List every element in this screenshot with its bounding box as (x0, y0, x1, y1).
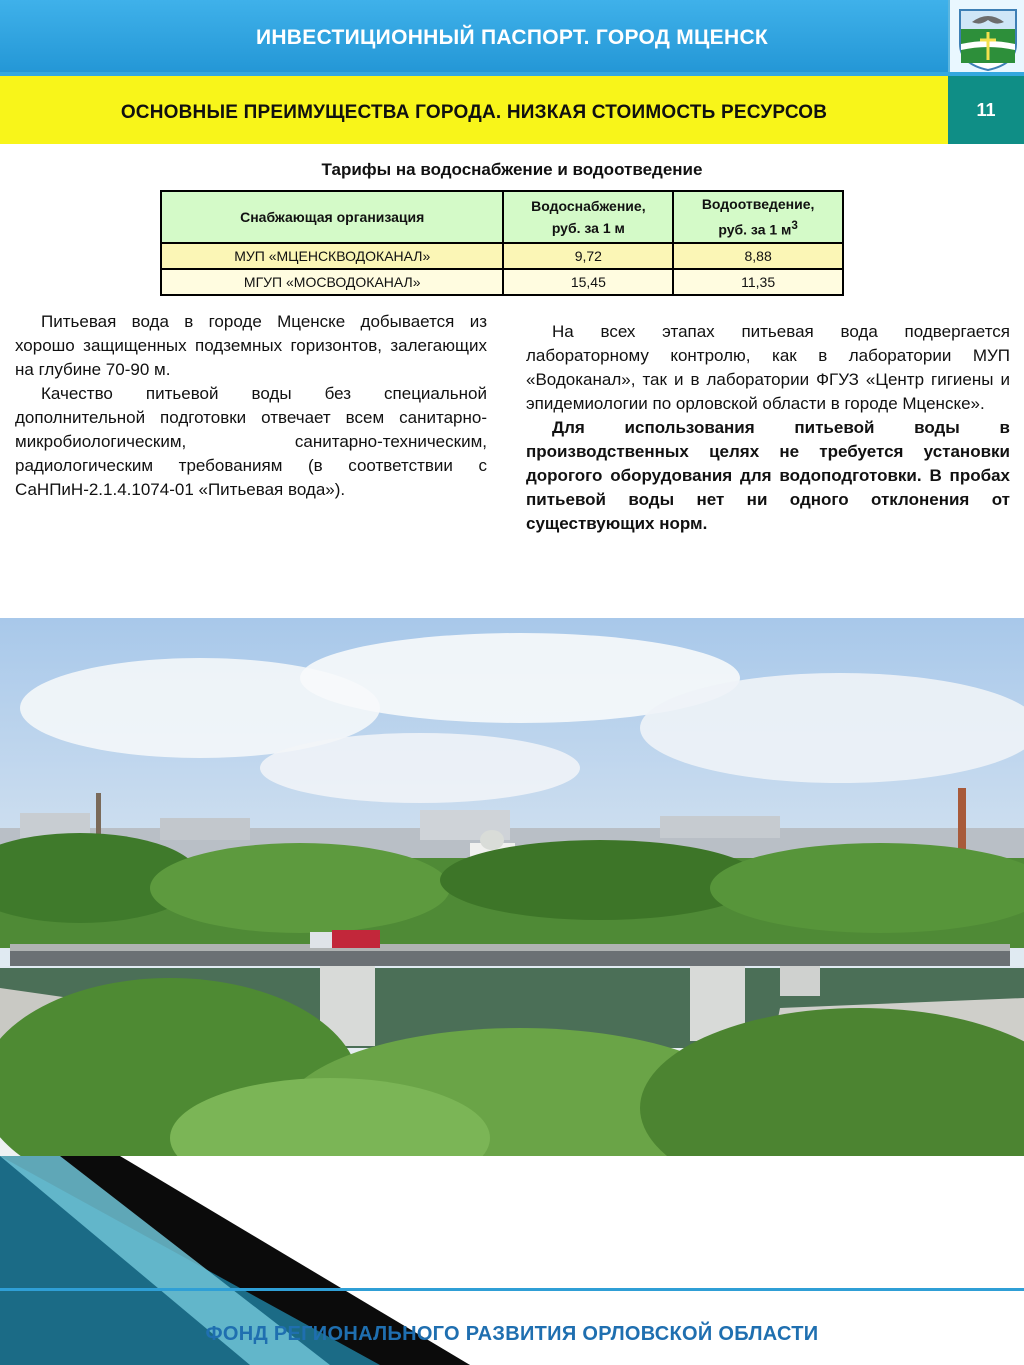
cell-organization: МГУП «МОСВОДОКАНАЛ» (161, 269, 503, 295)
table-row (161, 243, 843, 269)
subtitle-bar (0, 76, 948, 144)
paragraph: Питьевая вода в городе Мценске добывается из хорошо защищенных подземных горизонтов, залегающих на глубине 70-90 м. (15, 312, 487, 379)
page-number: 11 (948, 76, 1024, 144)
col-header-water-supply-line2: руб. за 1 м (551, 220, 625, 236)
paragraph-bold: Для использования питьевой воды в производственных целях не требуется установки дорогого оборудования для водоподготовки. В пробах питьевой воды нет ни одного отклонения от существующих норм. (526, 418, 1010, 533)
city-coat-of-arms (948, 0, 1024, 72)
cell-disposal: 8,88 (673, 243, 843, 269)
cell-supply: 15,45 (503, 269, 673, 295)
col-header-water-supply-line1: Водоснабжение, (531, 198, 646, 214)
table-row (161, 269, 843, 295)
right-text-column (526, 320, 1010, 536)
coat-of-arms-icon (950, 0, 1024, 72)
cubic-superscript: 3 (791, 219, 798, 233)
table-title: Тарифы на водоснабжение и водоотведение (321, 160, 703, 179)
col-header-water-disposal-line1: Водоотведение, (701, 196, 815, 213)
left-text-column (15, 310, 487, 502)
paragraph: На всех этапах питьевая вода подвергается лабораторному контролю, как в лаборатории МУП «Водоканал», так и в лаборатории ФГУЗ «Центр гигиены и эпидемиологии по орловской области в городе Мценске». (526, 322, 1010, 413)
col-header-water-disposal (673, 191, 843, 243)
cell-disposal: 11,35 (673, 269, 843, 295)
table-header-row (161, 191, 843, 243)
footer-divider (0, 1288, 1024, 1291)
header-bar (0, 0, 948, 72)
tariffs-table (160, 190, 844, 296)
bridge-photo (0, 618, 1024, 1156)
paragraph: Качество питьевой воды без специальной дополнительной подготовки отвечает всем санитарно-микробиологическим, санитарно-техническим, радиологическим требованиям (в соответствии с СаНПиН-2.1.4.1074-01 «Питьевая вода»). (15, 384, 487, 499)
footer-organization: ФОНД РЕГИОНАЛЬНОГО РАЗВИТИЯ ОРЛОВСКОЙ ОБЛАСТИ (205, 1323, 819, 1345)
cell-supply: 9,72 (503, 243, 673, 269)
col-header-organization: Снабжающая организация (161, 191, 503, 243)
col-header-water-supply (503, 191, 673, 243)
section-subtitle: ОСНОВНЫЕ ПРЕИМУЩЕСТВА ГОРОДА. НИЗКАЯ СТОИМОСТЬ РЕСУРСОВ (120, 102, 828, 123)
col-header-water-disposal-line2: руб. за 1 м (718, 221, 792, 238)
cell-organization: МУП «МЦЕНСКВОДОКАНАЛ» (161, 243, 503, 269)
document-title: ИНВЕСТИЦИОННЫЙ ПАСПОРТ. ГОРОД МЦЕНСК (255, 26, 769, 49)
river-bridge-image (0, 618, 1024, 1156)
